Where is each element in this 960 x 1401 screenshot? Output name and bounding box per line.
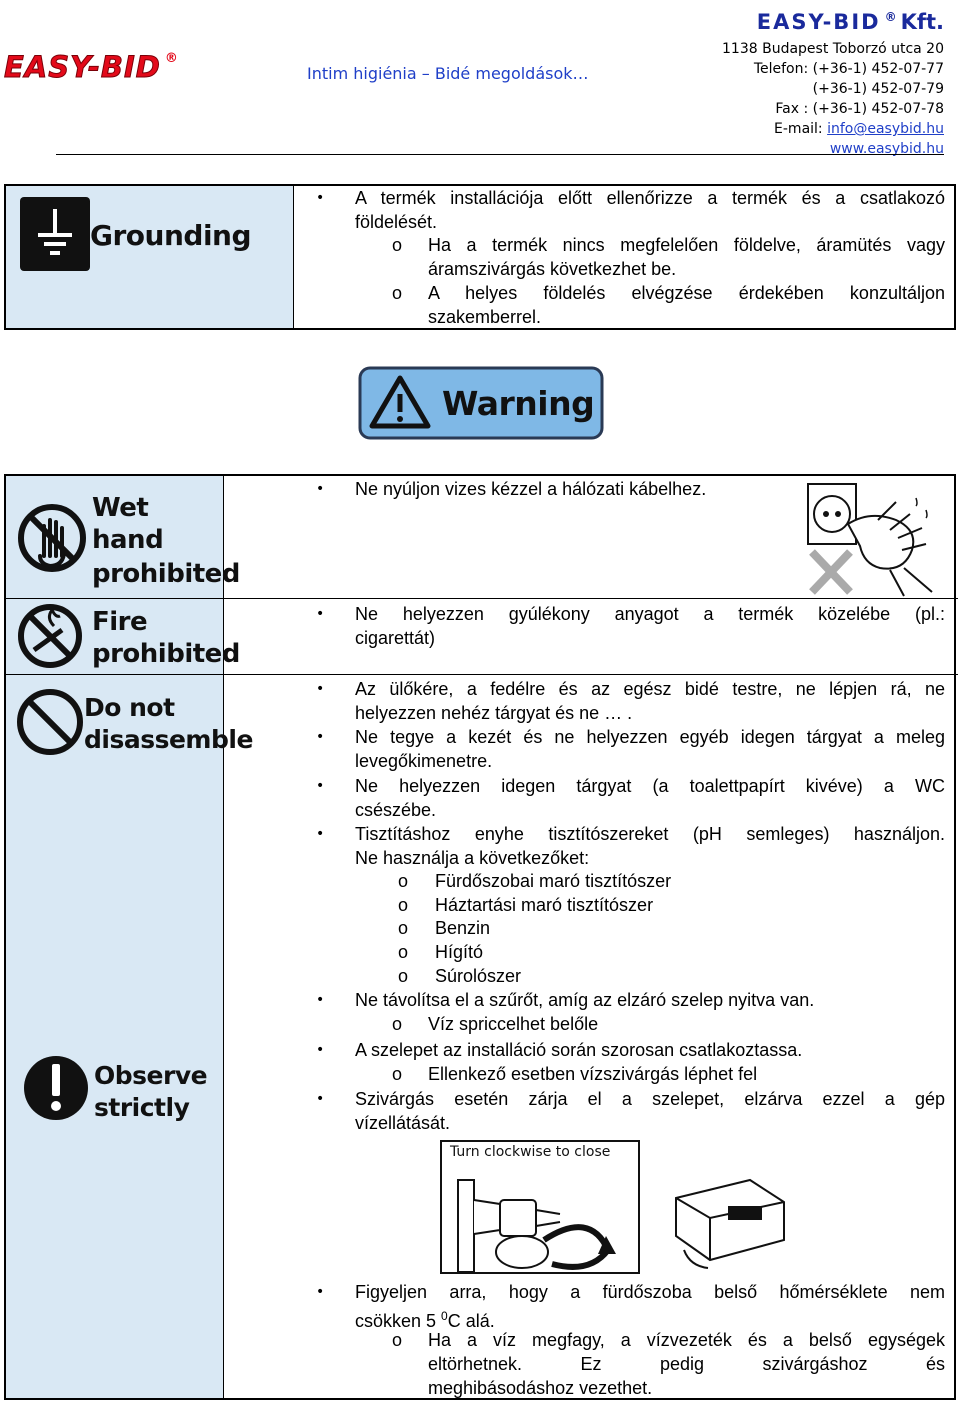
sub-bullet-marker: o: [398, 895, 409, 915]
grounding-sub-1: Ha a termék nincs megfelelően földelve, áramütés vagy áramszivárgás következhet be.: [428, 235, 945, 279]
warning-bullet-6: A szelepet az installáció során szorosan csatlakoztassa.: [355, 1040, 803, 1060]
fire-prohibited-icon: [16, 600, 240, 672]
sub-bullet-marker: o: [398, 871, 409, 891]
warning-bullet-3: Ne helyezzen idegen tárgyat (a toalettpapírt kivéve) a WC csészébe.: [355, 776, 945, 820]
warning-bullet-4: Tisztításhoz enyhe tisztítószereket (pH semleges) használjon. Ne használja a következőket:: [355, 824, 945, 868]
cleaner-item: Fürdőszobai maró tisztítószer: [435, 871, 672, 891]
sub-bullet-marker: o: [398, 942, 409, 962]
sub-bullet-marker: o: [392, 283, 403, 303]
bullet-dot: •: [316, 481, 325, 497]
svg-text:Grounding: Grounding: [90, 219, 252, 252]
bullet-dot: •: [316, 729, 325, 745]
sub-bullet-marker: o: [392, 1064, 403, 1084]
company-phone-2: (+36-1) 452-07-79: [812, 81, 944, 97]
do-not-disassemble-icon: [16, 684, 253, 760]
bullet-dot: •: [316, 1091, 325, 1107]
bullet-dot: •: [316, 190, 325, 206]
svg-text:Observe: Observe: [94, 1061, 208, 1090]
cleaner-item: Benzin: [435, 918, 491, 938]
cleaner-item: Súrolószer: [435, 966, 522, 986]
sub-bullet-marker: o: [392, 235, 403, 255]
svg-text:Do not: Do not: [84, 693, 175, 722]
logo-text: EASY-BID: [4, 50, 161, 84]
grounding-bullet-1: A termék installációja előtt ellenőrizze a termék és a csatlakozó földelését.: [355, 188, 945, 232]
warning-icon: [358, 366, 604, 440]
fire-text: Ne helyezzen gyúlékony anyagot a termék közelébe (pl.: cigarettát): [355, 604, 945, 648]
row-divider: [6, 674, 958, 675]
svg-text:disassemble: disassemble: [84, 725, 253, 754]
cleaner-item: Háztartási maró tisztítószer: [435, 895, 654, 915]
company-contact-block: [722, 4, 944, 159]
email-link[interactable]: info@easybid.hu: [827, 121, 944, 137]
grounding-sub-2: A helyes földelés elvégzése érdekében konzultáljon szakemberrel.: [428, 283, 945, 327]
observe-strictly-icon: [22, 1050, 208, 1126]
warning-bullet-8: Figyeljen arra, hogy a fürdőszoba belső hőmérséklete nem csökken 5 $^0$C alá.: [355, 1282, 945, 1331]
website-link[interactable]: www.easybid.hu: [829, 141, 944, 157]
cleaner-item: Hígító: [435, 942, 484, 962]
svg-text:prohibited: prohibited: [92, 639, 240, 669]
wet-hand-prohibited-icon: [16, 486, 240, 592]
sub-bullet-marker: o: [398, 966, 409, 986]
bullet-dot: •: [316, 1284, 325, 1300]
grounding-icon: [20, 197, 252, 287]
svg-text:strictly: strictly: [94, 1093, 190, 1122]
svg-text:prohibited: prohibited: [92, 559, 240, 589]
sub-bullet-marker: o: [392, 1014, 403, 1034]
svg-text:Wet: Wet: [92, 493, 149, 523]
wet-hand-text: Ne nyúljon vizes kézzel a hálózati kábelhez.: [355, 479, 707, 499]
svg-text:Fire: Fire: [92, 607, 148, 637]
sub-bullet-marker: o: [398, 918, 409, 938]
svg-text:Turn clockwise to close: Turn clockwise to close: [450, 1144, 611, 1160]
header-divider: [56, 154, 944, 155]
company-email-line: E-mail: info@easybid.hu: [774, 121, 944, 137]
bullet-dot: •: [316, 681, 325, 697]
warning-bullet-1: Az ülőkére, a fedélre és az egész bidé testre, ne lépjen rá, ne helyezzen nehéz tárgyat és ne … .: [355, 679, 945, 723]
bullet-dot: •: [316, 826, 325, 842]
warning-bullet-2: Ne tegye a kezét és ne helyezzen egyéb idegen tárgyat a meleg levegőkimenetre.: [355, 727, 945, 771]
warning-bullet-6-sub: Ellenkező esetben vízszivárgás léphet fel: [428, 1064, 758, 1084]
svg-text:Warning: Warning: [442, 384, 595, 423]
tagline: Intim higiénia – Bidé megoldások…: [307, 64, 589, 83]
row-divider: [6, 598, 958, 599]
warning-bullet-5: Ne távolítsa el a szűrőt, amíg az elzáró szelep nyitva van.: [355, 990, 815, 1010]
warning-bullet-8-sub: Ha a víz megfagy, a vízvezeték és a belső egységek eltörhetnek. Ez pedig szivárgáshoz és meghibásodáshoz vezethet.: [428, 1330, 945, 1398]
bullet-dot: •: [316, 1042, 325, 1058]
company-name: EASY-BID ®Kft.: [756, 10, 944, 34]
sub-bullet-marker: o: [392, 1330, 403, 1350]
company-phone-1: Telefon: (+36-1) 452-07-77: [753, 61, 944, 77]
bullet-dot: •: [316, 606, 325, 622]
bullet-dot: •: [316, 778, 325, 794]
warning-bullet-5-sub: Víz spriccelhet belőle: [428, 1014, 599, 1034]
company-address: 1138 Budapest Toborzó utca 20: [722, 41, 944, 57]
company-fax: Fax : (+36-1) 452-07-78: [775, 101, 944, 117]
warning-bullet-7: Szivárgás esetén zárja el a szelepet, elzárva ezzel a gép vízellátását.: [355, 1089, 945, 1133]
bullet-dot: •: [316, 992, 325, 1008]
company-logo: [4, 50, 179, 84]
logo-registered-mark: ®: [164, 51, 179, 67]
valve-illustration: [440, 1140, 786, 1274]
svg-text:hand: hand: [92, 525, 164, 555]
temperature-line: csökken 5 $^0$C alá.: [355, 1308, 495, 1331]
